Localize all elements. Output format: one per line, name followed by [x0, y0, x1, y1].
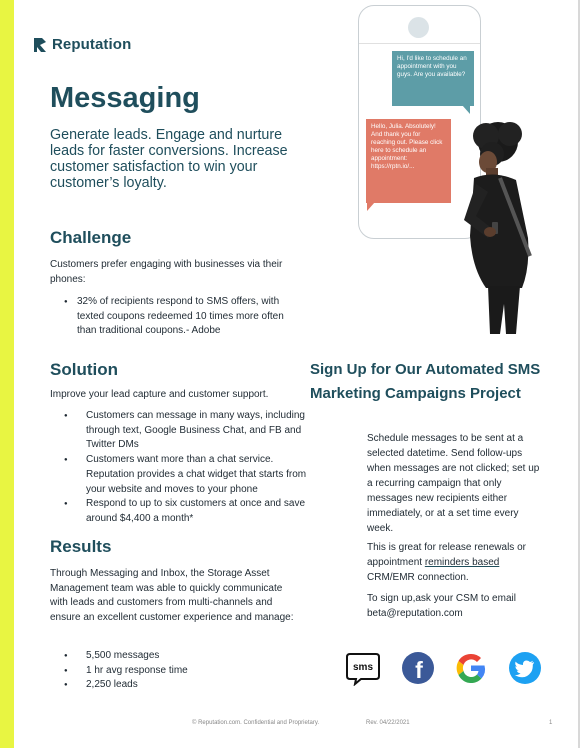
signup-heading: Sign Up for Our Automated SMS Marketing Campaigns Project: [310, 361, 541, 402]
signup-paragraph-contact: To sign up,ask your CSM to email beta@reputation.com: [367, 593, 516, 619]
list-item: ● 5,500 messages: [86, 649, 266, 664]
challenge-text: Customers prefer engaging with businesses via their phones:: [50, 259, 283, 285]
sms-label: sms: [352, 662, 374, 673]
footer-copyright: © Reputation.com. Confidential and Proprietary.: [192, 720, 320, 726]
reputation-logo: [34, 36, 131, 53]
solution-list: [86, 409, 312, 527]
list-item: ● Customers want more than a chat service. Reputation provides a chat widget that starts from your website and moves to your phone: [86, 453, 312, 497]
list-item: ● Customers can message in many ways, including through text, Google Business Chat, and FB and Twitter DMs: [86, 409, 312, 453]
list-item: ● 2,250 leads: [86, 678, 266, 693]
intro-text: Generate leads. Engage and nurture leads for faster conversions. Increase customer satisfaction to win your customer’s loyalty.: [50, 127, 288, 191]
reminders-link[interactable]: reminders based: [424, 557, 500, 568]
list-item: ● 1 hr avg response time: [86, 664, 266, 679]
solution-text: Improve your lead capture and customer support.: [50, 389, 269, 400]
challenge-heading: Challenge: [50, 228, 132, 247]
yellow-accent-bar: [0, 0, 14, 748]
paragraph-start: This is great for release renewals or appointment: [367, 542, 526, 568]
results-text: Through Messaging and Inbox, the Storage Asset Management team was able to quickly communicate with leads and customers from multi-channels and ensure an excellent customer experience and manage:: [50, 568, 294, 624]
google-icon: [453, 650, 489, 686]
signup-paragraph-schedule: Schedule messages to be sent at a selected datetime. Send follow-ups when messages are not clicked; set up a recurring campaign that only messages new recipients either immediately, or at a set time every week.: [367, 433, 540, 534]
woman-with-phone-illustration: [430, 118, 548, 334]
signup-paragraph-renewals: [367, 540, 547, 585]
outgoing-message-bubble: Hi, I'd like to schedule an appointment with you guys. Are you available?: [392, 51, 474, 106]
facebook-label: f: [415, 657, 423, 683]
phone-camera: [408, 17, 429, 38]
facebook-icon: [400, 650, 436, 686]
paragraph-end: CRM/EMR connection.: [367, 572, 469, 583]
list-item: ● Respond to up to six customers at once and save around $4,400 a month*: [86, 497, 312, 526]
sms-icon: [345, 650, 381, 686]
results-heading: Results: [50, 537, 112, 556]
footer-revision: Rev. 04/22/2021: [366, 720, 410, 726]
incoming-message-bubble: Hello, Julia. Absolutely! And thank you for reaching out. Please click here to schedule an appointment: https://rptn.io/...: [366, 119, 451, 203]
phone-header-divider: [359, 43, 480, 44]
results-list: [86, 649, 266, 693]
incoming-bubble-tail: [367, 202, 375, 211]
footer-page-number: 1: [549, 720, 553, 726]
reputation-logo-mark-icon: [34, 38, 46, 52]
challenge-list: [77, 295, 302, 339]
solution-heading: Solution: [50, 360, 118, 379]
page-title: Messaging: [50, 82, 200, 114]
list-item: ● 32% of recipients respond to SMS offers, with texted coupons redeemed 10 times more often than traditional coupons.- Adobe: [77, 295, 302, 339]
twitter-icon: [507, 650, 543, 686]
logo-text: Reputation: [52, 36, 132, 53]
outgoing-bubble-tail: [462, 105, 470, 114]
